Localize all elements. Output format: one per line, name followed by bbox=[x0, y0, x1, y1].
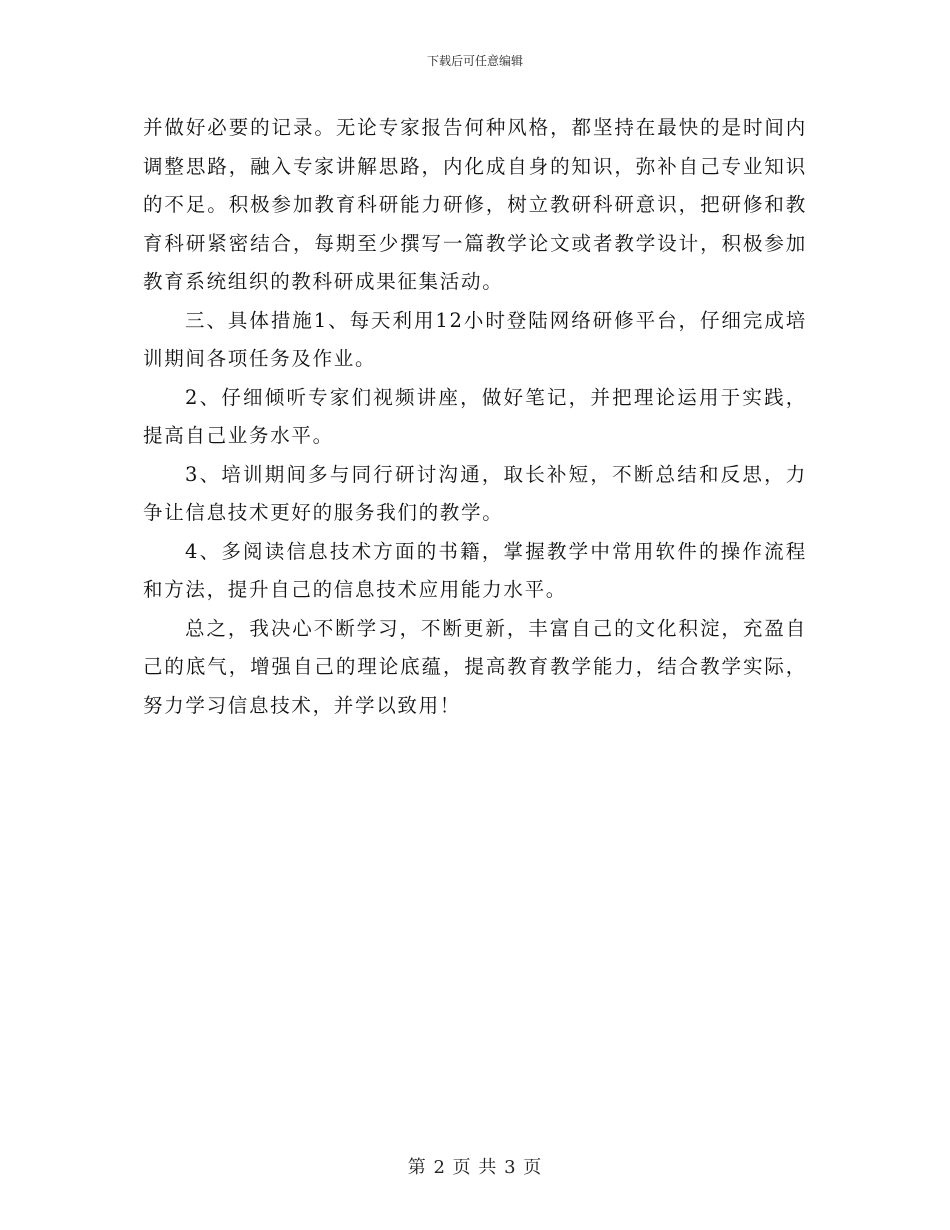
paragraph-continuation: 并做好必要的记录。无论专家报告何种风格，都坚持在最快的是时间内调整思路，融入专家讲解思路，内化成自身的知识，弥补自己专业知识的不足。积极参加教育科研能力研修，树立教研科研意识，把研修和教育科研紧密结合，每期至少撰写一篇教学论文或者教学设计，积极参加教育系统组织的教科研成果征集活动。 bbox=[143, 116, 807, 293]
paragraph-conclusion: 总之，我决心不断学习，不断更新，丰富自己的文化积淀，充盈自己的底气，增强自己的理论底蕴，提高教育教学能力，结合教学实际，努力学习信息技术，并学以致用！ bbox=[143, 616, 807, 717]
paragraph-item-4: 4、多阅读信息技术方面的书籍，掌握教学中常用软件的操作流程和方法，提升自己的信息技术应用能力水平。 bbox=[143, 539, 807, 601]
paragraph-measures: 三、具体措施1、每天利用12小时登陆网络研修平台，仔细完成培训期间各项任务及作业。 bbox=[143, 308, 807, 370]
page-header: 下载后可任意编辑 bbox=[426, 54, 523, 68]
paragraph-item-2: 2、仔细倾听专家们视频讲座，做好笔记，并把理论运用于实践，提高自己业务水平。 bbox=[143, 385, 807, 447]
document-body bbox=[143, 109, 807, 725]
page-number: 第 2 页 共 3 页 bbox=[407, 1157, 543, 1178]
paragraph-item-3: 3、培训期间多与同行研讨沟通，取长补短，不断总结和反思，力争让信息技术更好的服务我们的教学。 bbox=[143, 462, 807, 524]
